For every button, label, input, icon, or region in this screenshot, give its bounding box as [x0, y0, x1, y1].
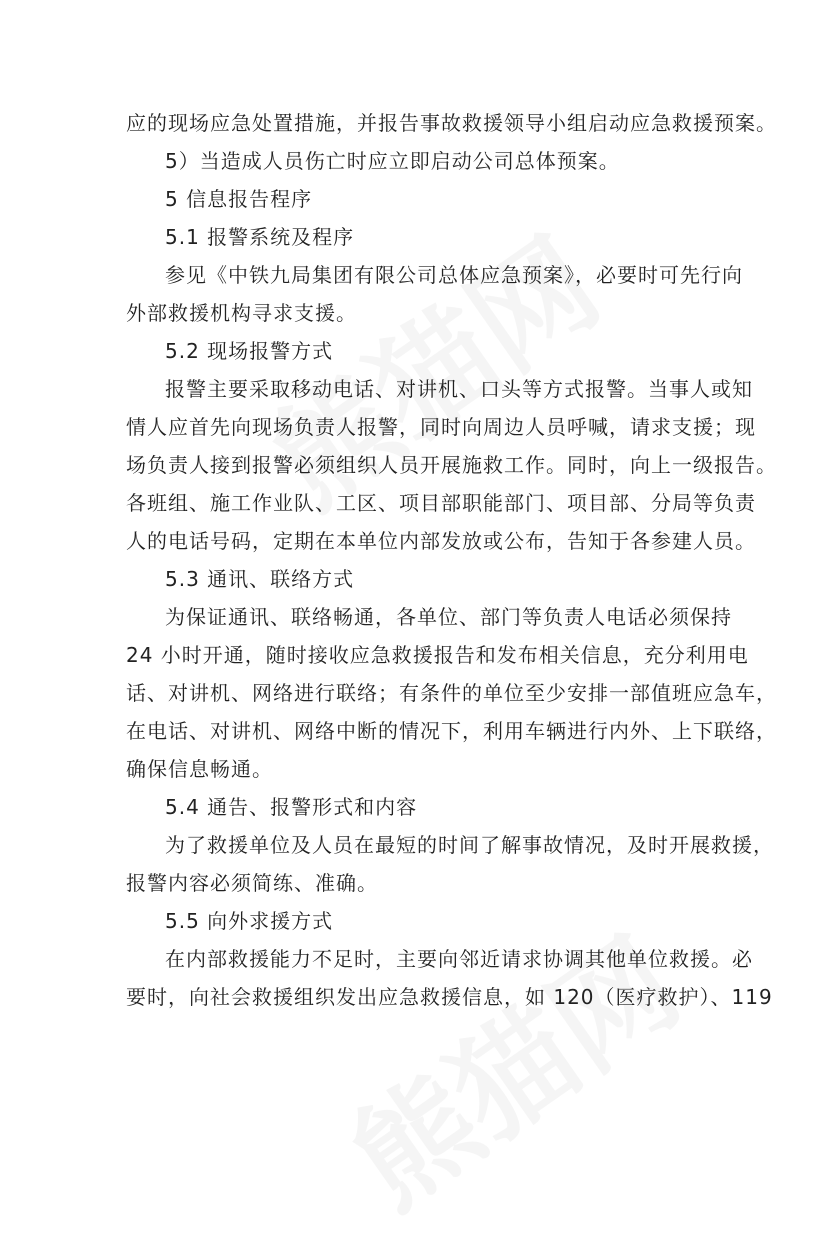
section-heading: 5.3 通讯、联络方式 — [165, 567, 355, 591]
body-line: 报警内容必须简练、准确。 — [126, 871, 378, 895]
body-line: 各班组、施工作业队、工区、项目部职能部门、项目部、分局等负责 — [126, 491, 756, 515]
body-line: 参见《中铁九局集团有限公司总体应急预案》，必要时可先行向 — [165, 263, 743, 287]
section-heading: 5.2 现场报警方式 — [165, 339, 334, 363]
section-heading: 5 信息报告程序 — [165, 187, 313, 211]
body-line: 24 小时开通，随时接收应急救援报告和发布相关信息，充分利用电 — [126, 643, 749, 667]
body-line: 在电话、对讲机、网络中断的情况下，利用车辆进行内外、上下联络， — [126, 719, 777, 743]
body-line: 应的现场应急处置措施，并报告事故救援领导小组启动应急救援预案。 — [126, 111, 777, 135]
body-line: 为了救援单位及人员在最短的时间了解事故情况，及时开展救援， — [165, 833, 774, 857]
body-line: 外部救援机构寻求支援。 — [126, 301, 357, 325]
body-line: 话、对讲机、网络进行联络；有条件的单位至少安排一部值班应急车， — [126, 681, 777, 705]
body-line: 报警主要采取移动电话、对讲机、口头等方式报警。当事人或知 — [165, 377, 753, 401]
section-heading: 5.1 报警系统及程序 — [165, 225, 355, 249]
section-heading: 5.5 向外求援方式 — [165, 909, 334, 933]
body-line: 为保证通讯、联络畅通，各单位、部门等负责人电话必须保持 — [165, 605, 732, 629]
body-line: 场负责人接到报警必须组织人员开展施救工作。同时，向上一级报告。 — [126, 453, 777, 477]
body-line: 在内部救援能力不足时，主要向邻近请求协调其他单位救援。必 — [165, 947, 753, 971]
body-line: 人的电话号码，定期在本单位内部发放或公布，告知于各参建人员。 — [126, 529, 756, 553]
body-line: 要时，向社会救援组织发出应急救援信息，如 120（医疗救护）、119 — [126, 985, 773, 1009]
section-heading: 5.4 通告、报警形式和内容 — [165, 795, 418, 819]
list-item: 5）当造成人员伤亡时应立即启动公司总体预案。 — [165, 149, 620, 173]
body-line: 情人应首先向现场负责人报警，同时向周边人员呼喊，请求支援；现 — [126, 415, 756, 439]
document-body — [126, 104, 777, 1016]
body-line: 确保信息畅通。 — [126, 757, 273, 781]
